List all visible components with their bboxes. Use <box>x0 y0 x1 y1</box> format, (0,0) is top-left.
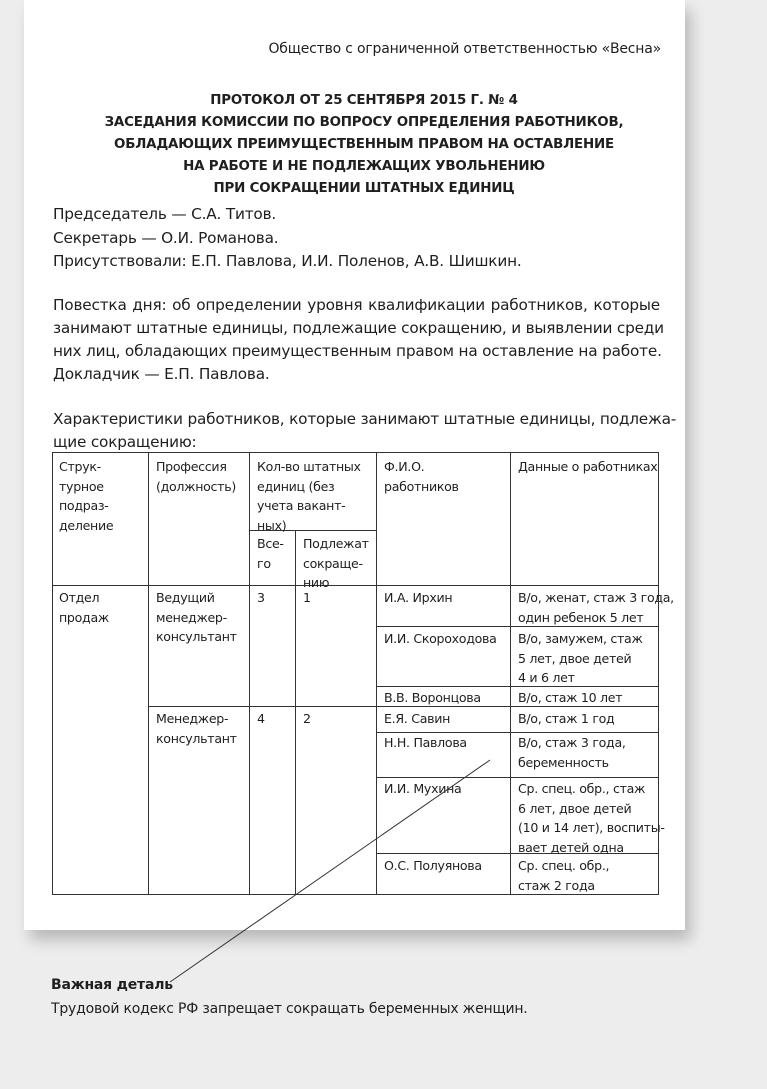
header-text: Профессия <box>156 459 227 474</box>
cell-text: В/о, женат, стаж 3 года, <box>518 590 674 605</box>
cell-text: В/о, замужем, стаж <box>518 631 643 646</box>
agenda-line: Повестка дня: об определении уровня квалификации работников, которые <box>53 296 660 314</box>
cell-text: В/о, стаж 3 года, <box>518 735 626 750</box>
header-text: единиц (без <box>257 478 335 494</box>
cell-employee-name: В.В. Воронцова <box>384 690 481 705</box>
cell-text: Ведущий <box>156 590 215 605</box>
cell-employee-name: О.С. Полуянова <box>384 858 482 873</box>
cell-text: один ребенок 5 лет <box>518 609 644 625</box>
cell-text: вает детей одна <box>518 839 624 855</box>
table-intro-line: щие сокращению: <box>53 433 197 451</box>
title-line: ОБЛАДАЮЩИХ ПРЕИМУЩЕСТВЕННЫМ ПРАВОМ НА ОСТАВЛЕНИЕ <box>114 137 614 152</box>
cell-text: В/о, стаж 1 год <box>518 711 615 726</box>
cell-text: Ср. спец. обр., стаж <box>518 781 646 796</box>
header-text: (должность) <box>156 478 236 494</box>
note-text: Трудовой кодекс РФ запрещает сокращать беременных женщин. <box>51 1001 528 1017</box>
chairman-line: Председатель — С.А. Титов. <box>53 205 277 223</box>
cell-text: 6 лет, двое детей <box>518 800 632 816</box>
cell-text: 4 и 6 лет <box>518 670 575 685</box>
header-text: сокраще- <box>303 555 363 571</box>
cell-total: 4 <box>257 711 265 726</box>
agenda-line: них лиц, обладающих преимущественным правом на оставление на работе. <box>53 342 662 360</box>
cell-employee-name: Е.Я. Савин <box>384 711 451 726</box>
cell-employee-name: И.И. Мухина <box>384 781 462 796</box>
cell-text: Менеджер- <box>156 711 229 726</box>
header-text: учета вакант- <box>257 498 346 513</box>
table-intro-line: Характеристики работников, которые занимают штатные единицы, подлежа- <box>53 410 677 428</box>
header-text: турное <box>59 478 104 494</box>
cell-employee-name: Н.Н. Павлова <box>384 735 467 750</box>
header-text: Кол-во штатных <box>257 459 361 474</box>
organization-name: Общество с ограниченной ответственностью «Весна» <box>268 41 661 57</box>
note-title: Важная деталь <box>51 977 173 993</box>
header-text: ных) <box>257 517 287 533</box>
header-text: деление <box>59 517 114 533</box>
speaker-line: Докладчик — Е.П. Павлова. <box>53 365 270 383</box>
header-text: подраз- <box>59 498 109 513</box>
cell-text: консультант <box>156 629 237 644</box>
agenda-line: занимают штатные единицы, подлежащие сокращению, и выявлении среди <box>53 319 664 337</box>
present-line: Присутствовали: Е.П. Павлова, И.И. Поленов, А.В. Шишкин. <box>53 252 522 270</box>
header-text: Все- <box>257 536 284 551</box>
cell-text: Отдел <box>59 590 100 605</box>
header-text: Струк- <box>59 459 101 474</box>
cell-to-cut: 2 <box>303 711 311 726</box>
header-text: Подлежат <box>303 536 369 551</box>
cell-text: консультант <box>156 730 237 746</box>
secretary-line: Секретарь — О.И. Романова. <box>53 229 279 247</box>
header-text: го <box>257 555 271 571</box>
title-line: НА РАБОТЕ И НЕ ПОДЛЕЖАЩИХ УВОЛЬНЕНИЮ <box>183 159 545 174</box>
header-text: Ф.И.О. <box>384 459 425 474</box>
cell-text: менеджер- <box>156 609 227 625</box>
cell-total: 3 <box>257 590 265 605</box>
cell-employee-name: И.И. Скороходова <box>384 631 497 646</box>
header-text: работников <box>384 478 459 494</box>
cell-text: В/о, стаж 10 лет <box>518 690 623 705</box>
title-line: ПРОТОКОЛ ОТ 25 СЕНТЯБРЯ 2015 Г. № 4 <box>210 93 518 108</box>
cell-text: продаж <box>59 609 109 625</box>
header-text: Данные о работниках <box>518 459 658 474</box>
cell-text: 5 лет, двое детей <box>518 650 632 666</box>
cell-text: стаж 2 года <box>518 877 595 893</box>
cell-text: (10 и 14 лет), воспиты- <box>518 820 665 835</box>
cell-to-cut: 1 <box>303 590 311 605</box>
cell-employee-name: И.А. Ирхин <box>384 590 453 605</box>
header-text: нию <box>303 575 330 590</box>
title-line: ПРИ СОКРАЩЕНИИ ШТАТНЫХ ЕДИНИЦ <box>213 181 515 196</box>
title-line: ЗАСЕДАНИЯ КОМИССИИ ПО ВОПРОСУ ОПРЕДЕЛЕНИЯ РАБОТНИКОВ, <box>104 115 624 130</box>
cell-text: Ср. спец. обр., <box>518 858 610 873</box>
cell-text: беременность <box>518 754 609 770</box>
